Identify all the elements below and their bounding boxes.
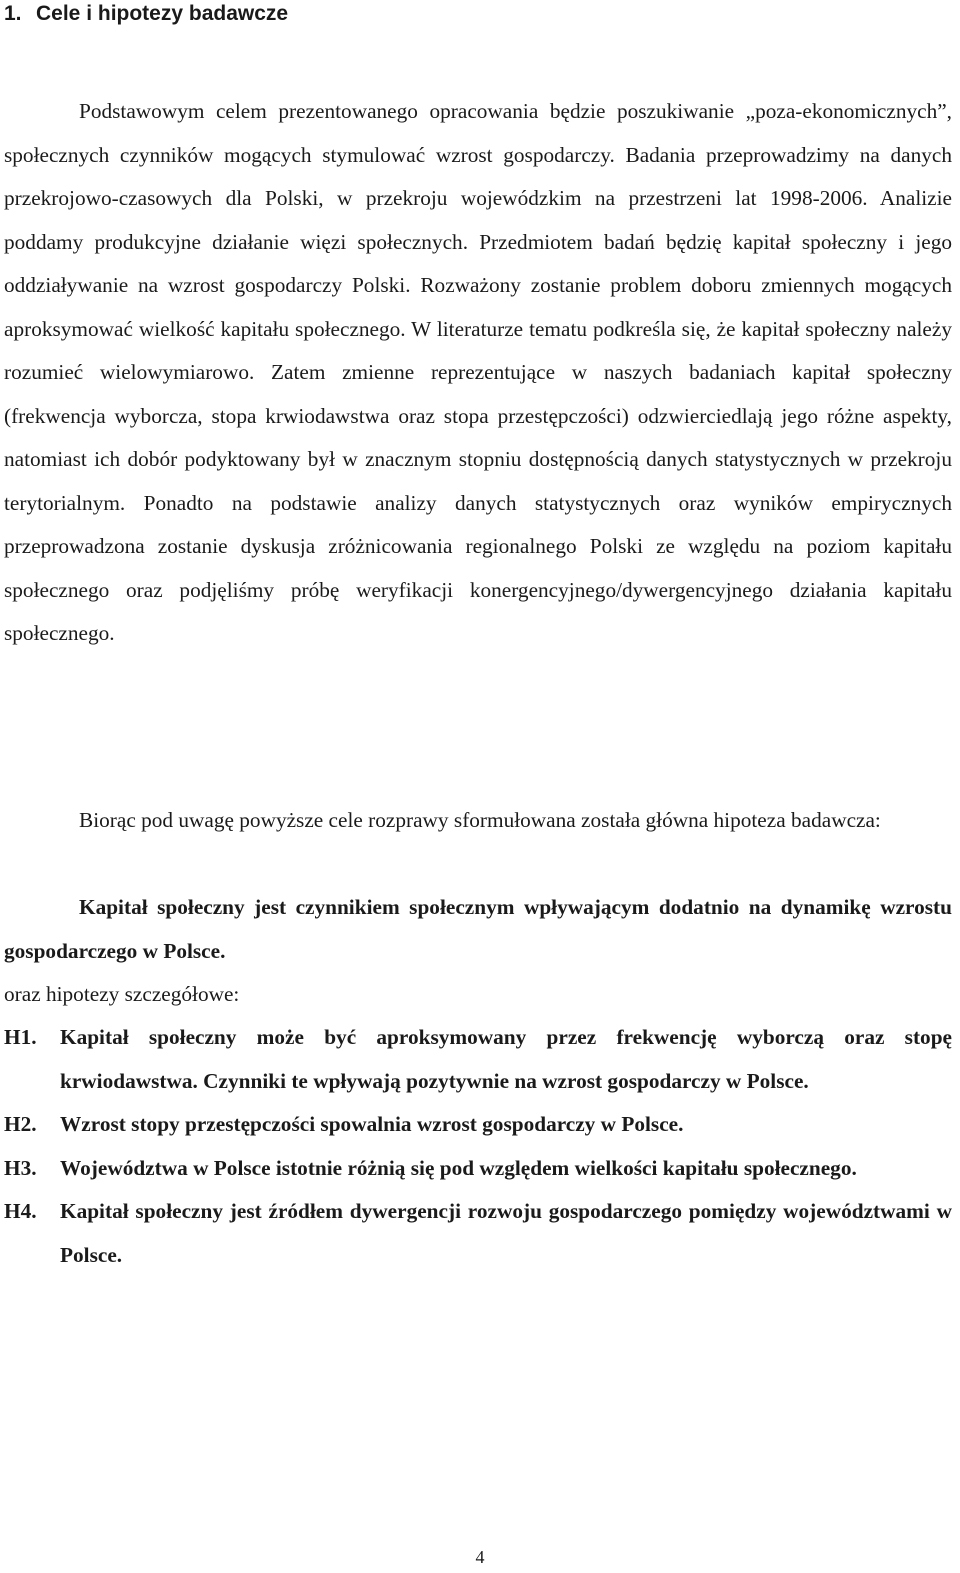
intro-paragraph: Podstawowym celem prezentowanego opracowania będzie poszukiwanie „poza-ekonomicznych”, społecznych czynników mogących stymulować wzrost gospodarczy. Badania przeprowadzimy na danych przekrojowo-czasowych dla Polski, w przekroju wojewódzkim na przestrzeni lat 1998-2006. Analizie poddamy produkcyjne działanie więzi społecznych. Przedmiotem badań będzię kapitał społeczny i jego oddziaływanie na wzrost gospodarczy Polski. Rozważony zostanie problem doboru zmiennych mogących aproksymować wielkość kapitału społecznego. W literaturze tematu podkreśla się, że kapitał społeczny należy rozumieć wielowymiarowo. Zatem zmienne reprezentujące w naszych badaniach kapitał społeczny (frekwencja wyborcza, stopa krwiodawstwa oraz stopa przestępczości) odzwierciedlają jego różne aspekty, natomiast ich dobór podyktowany był w znacznym stopniu dostępnością danych statystycznych w przekroju terytorialnym. Ponadto na podstawie analizy danych statystycznych oraz wyników empirycznych przeprowadzona zostanie dyskusja zróżnicowania regionalnego Polski ze względu na poziom kapitału społecznego oraz podjęliśmy próbę weryfikacji konergencyjnego/dywergencyjnego działania kapitału społecznego. <box>4 99 952 645</box>
hypothesis-item <box>4 1190 952 1277</box>
hypothesis-text: Kapitał społeczny może być aproksymowany przez frekwencję wyborczą oraz stopę krwiodawstwa. Czynniki te wpływają pozytywnie na wzrost gospodarczy w Polsce. <box>60 1025 952 1093</box>
detailed-hypotheses-intro: oraz hipotezy szczegółowe: <box>4 982 240 1006</box>
hypothesis-text: Województwa w Polsce istotnie różnią się pod względem wielkości kapitału społecznego. <box>60 1155 857 1180</box>
hypothesis-item <box>4 1147 952 1191</box>
section-heading <box>4 0 288 28</box>
hypothesis-label: H2. <box>4 1112 37 1136</box>
main-hypothesis: Kapitał społeczny jest czynnikiem społecznym wpływającym dodatnio na dynamikę wzrostu gospodarczego w Polsce. <box>4 895 952 963</box>
hypotheses-list <box>4 1016 952 1277</box>
hypothesis-label: H4. <box>4 1199 37 1223</box>
section-title: Cele i hipotezy badawcze <box>36 2 289 25</box>
hypothesis-lead-paragraph: Biorąc pod uwagę powyższe cele rozprawy sformułowana została główna hipoteza badawcza: <box>79 808 881 832</box>
hypothesis-text: Wzrost stopy przestępczości spowalnia wzrost gospodarczy w Polsce. <box>60 1112 684 1136</box>
page-number: 4 <box>475 1547 485 1567</box>
hypothesis-item <box>4 1016 952 1103</box>
hypothesis-item <box>4 1103 952 1147</box>
hypothesis-label: H3. <box>4 1155 37 1180</box>
section-number: 1. <box>4 2 22 25</box>
hypothesis-text: Kapitał społeczny jest źródłem dywergencji rozwoju gospodarczego pomiędzy województwami w Polsce. <box>60 1199 952 1267</box>
hypothesis-label: H1. <box>4 1025 37 1049</box>
